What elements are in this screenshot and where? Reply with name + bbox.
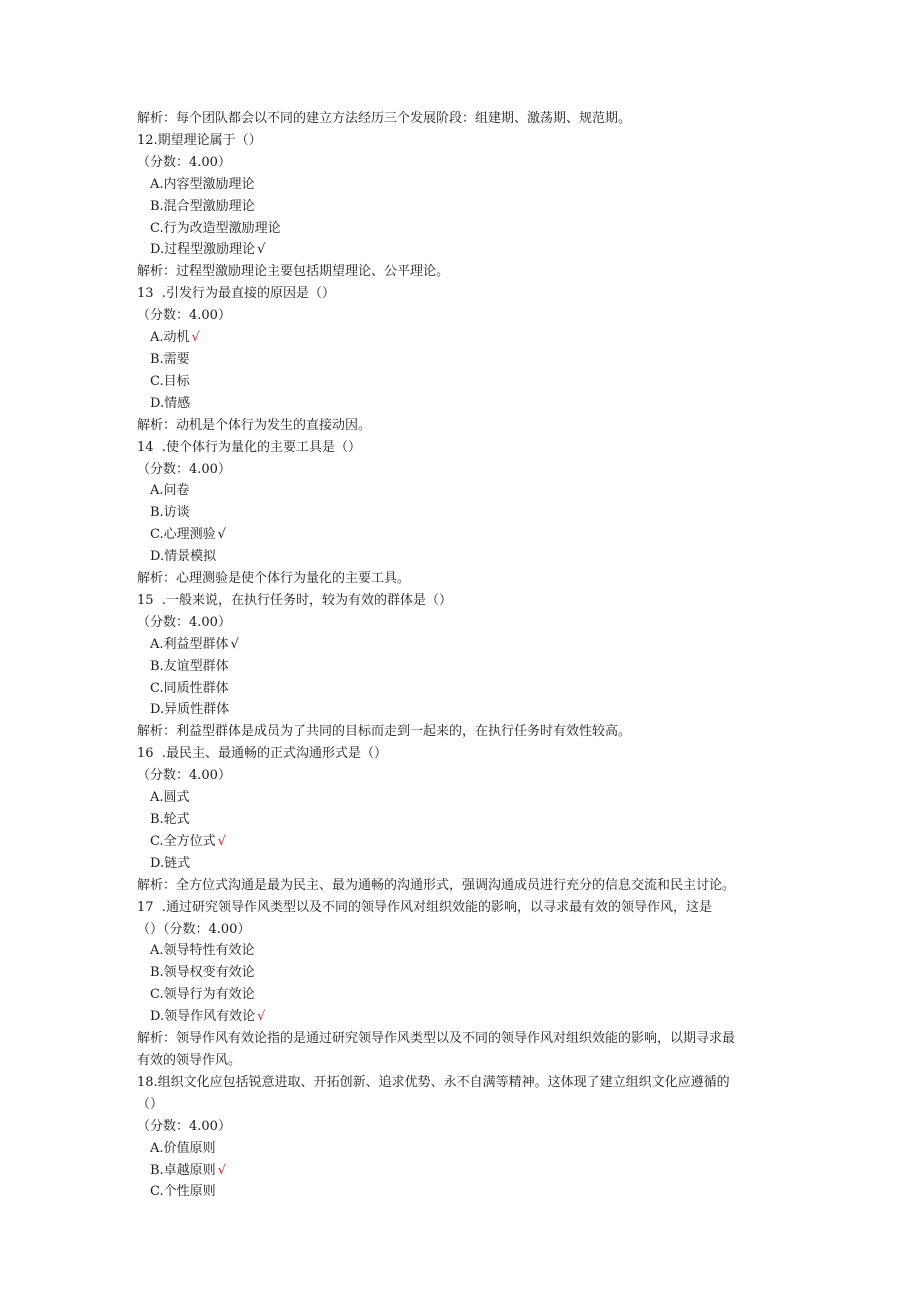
option-label: B.访谈 [150, 505, 190, 521]
question-line [137, 283, 787, 305]
answer-option [137, 371, 787, 393]
score-line [137, 612, 787, 634]
explanation-line [137, 568, 787, 590]
option-label: B.卓越原则 [150, 1162, 216, 1178]
line-text: 解析：心理测验是使个体行为量化的主要工具。 [137, 571, 411, 587]
line-text: 14 .使个体行为量化的主要工具是（） [137, 439, 361, 455]
line-text: （分数：4.00） [137, 154, 231, 170]
option-label: C.同质性群体 [150, 680, 229, 696]
question-line [137, 897, 787, 919]
answer-option [137, 656, 787, 678]
answer-option [137, 218, 787, 240]
option-label: D.异质性群体 [150, 702, 230, 718]
answer-option [137, 831, 787, 853]
line-text: 18.组织文化应包括锐意进取、开拓创新、追求优势、永不自满等精神。这体现了建立组织文化应遵循的 [137, 1074, 730, 1090]
option-label: D.链式 [150, 855, 191, 871]
option-label: C.全方位式 [150, 833, 216, 849]
question-line [137, 1072, 787, 1094]
answer-option [137, 239, 787, 261]
line-text: 解析：过程型激励理论主要包括期望理论、公平理论。 [137, 264, 450, 280]
check-mark-icon: √ [217, 833, 226, 849]
option-label: A.内容型激励理论 [150, 176, 255, 192]
answer-option [137, 1160, 787, 1182]
score-line [137, 1116, 787, 1138]
option-label: D.过程型激励理论 [150, 242, 256, 258]
answer-option [137, 699, 787, 721]
line-text: 12.期望理论属于（） [137, 132, 262, 148]
score-line [137, 459, 787, 481]
score-line [137, 919, 787, 941]
option-label: B.轮式 [150, 812, 190, 827]
answer-option [137, 393, 787, 415]
option-label: A.圆式 [150, 790, 190, 806]
check-mark-icon: √ [191, 330, 200, 346]
answer-option [137, 634, 787, 656]
explanation-line [137, 261, 787, 283]
question-line [137, 590, 787, 612]
check-mark-icon: √ [257, 242, 266, 258]
score-line [137, 765, 787, 787]
answer-option [137, 809, 787, 831]
answer-option [137, 174, 787, 196]
answer-option [137, 349, 787, 371]
option-label: D.情景模拟 [150, 549, 217, 565]
line-text: 解析：动机是个体行为发生的直接动因。 [137, 417, 372, 433]
score-line [137, 305, 787, 327]
question-line [137, 743, 787, 765]
option-label: B.友谊型群体 [150, 658, 229, 674]
line-text: 解析：利益型群体是成员为了共同的目标而走到一起来的，在执行任务时有效性较高。 [137, 724, 632, 740]
check-mark-icon: √ [217, 527, 226, 543]
line-text: （分数：4.00） [137, 614, 231, 630]
line-text: 有效的领导作风。 [137, 1052, 242, 1068]
line-text: （分数：4.00） [137, 1118, 231, 1134]
answer-option [137, 1181, 787, 1203]
explanation-line [137, 1028, 787, 1050]
option-label: D.情感 [150, 395, 191, 411]
line-text: 解析：全方位式沟通是最为民主、最为通畅的沟通形式，强调沟通成员进行充分的信息交流和民主讨论。 [137, 877, 736, 893]
option-label: A.价值原则 [150, 1140, 216, 1156]
option-label: C.领导行为有效论 [150, 987, 255, 1003]
answer-option [137, 1006, 787, 1028]
line-text: 解析：领导作风有效论指的是通过研究领导作风类型以及不同的领导作风对组织效能的影响，以期寻求最 [137, 1031, 736, 1047]
answer-option [137, 480, 787, 502]
answer-option [137, 962, 787, 984]
answer-option [137, 327, 787, 349]
answer-option [137, 196, 787, 218]
answer-option [137, 853, 787, 875]
option-label: B.领导权变有效论 [150, 965, 255, 981]
line-text: （分数：4.00） [137, 768, 231, 784]
option-label: D.领导作风有效论 [150, 1009, 256, 1025]
text-line [137, 1094, 787, 1116]
line-text: （）（分数：4.00） [137, 921, 251, 937]
option-label: A.问卷 [150, 483, 190, 499]
exam-content [137, 108, 787, 1203]
explanation-line [137, 415, 787, 437]
option-label: C.行为改造型激励理论 [150, 220, 281, 236]
line-text: （分数：4.00） [137, 461, 231, 477]
line-text: 解析：每个团队都会以不同的建立方法经历三个发展阶段：组建期、激荡期、规范期。 [137, 111, 632, 126]
option-label: C.目标 [150, 373, 190, 389]
explanation-line [137, 108, 787, 130]
line-text: （分数：4.00） [137, 308, 231, 324]
text-line [137, 1050, 787, 1072]
option-label: B.混合型激励理论 [150, 198, 255, 214]
line-text: 17 .通过研究领导作风类型以及不同的领导作风对组织效能的影响，以寻求最有效的领导作风，这是 [137, 899, 712, 915]
answer-option [137, 524, 787, 546]
question-line [137, 437, 787, 459]
line-text: （） [137, 1096, 164, 1112]
answer-option [137, 678, 787, 700]
option-label: A.利益型群体 [150, 636, 229, 652]
option-label: A.动机 [150, 330, 190, 346]
check-mark-icon: √ [217, 1162, 226, 1178]
option-label: C.个性原则 [150, 1184, 216, 1200]
explanation-line [137, 721, 787, 743]
answer-option [137, 546, 787, 568]
line-text: 13 .引发行为最直接的原因是（） [137, 286, 335, 302]
line-text: 15 .一般来说，在执行任务时，较为有效的群体是（） [137, 592, 452, 608]
answer-option [137, 940, 787, 962]
answer-option [137, 984, 787, 1006]
option-label: A.领导特性有效论 [150, 943, 255, 959]
option-label: B.需要 [150, 351, 190, 367]
line-text: 16 .最民主、最通畅的正式沟通形式是（） [137, 746, 387, 762]
question-line [137, 130, 787, 152]
option-label: C.心理测验 [150, 527, 216, 543]
score-line [137, 152, 787, 174]
answer-option [137, 1138, 787, 1160]
check-mark-icon: √ [257, 1009, 266, 1025]
answer-option [137, 502, 787, 524]
check-mark-icon: √ [230, 636, 239, 652]
explanation-line [137, 875, 787, 897]
answer-option [137, 787, 787, 809]
